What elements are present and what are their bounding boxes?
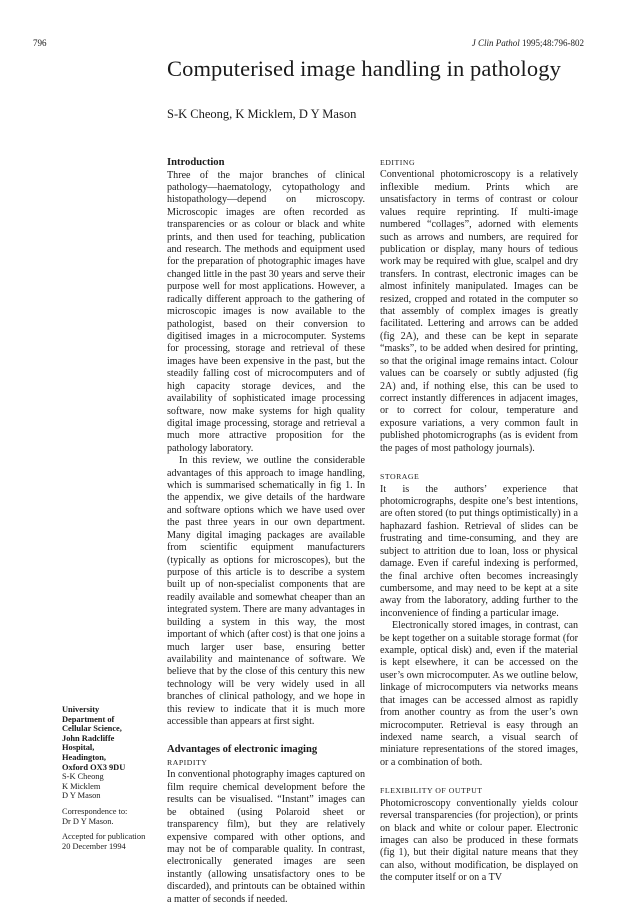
author-list: S-K Cheong, K Micklem, D Y Mason <box>167 107 357 121</box>
right-column <box>380 157 578 885</box>
affiliation-line: Headington, <box>62 752 106 762</box>
flexibility-subheading: FLEXIBILITY OF OUTPUT <box>380 786 483 796</box>
storage-subheading: STORAGE <box>380 472 420 482</box>
editing-paragraph: Conventional photomicroscopy is a relatively inflexible medium. Prints which are unsatisfactory in terms of contrast or colour values require reprinting. If multi-image numbered “collages”, adorned with elements such as arrows and numbers, are required for publication or display, many hours of tedious work may be required with glue, scalpel and dry transfers. In contrast, electronic images can be almost infinitely manipulated. Images can be resized, cropped and rotated in the computer so that assembly of complex images is greatly facilitated. Lettering and arrows can be added (fig 2A), and these can be kept in separate “masks”, to be added when desired for printing, so that the original image remains intact. Colour values can be coarsely or subtly adjusted (fig 2A) and, if nothing else, this can be used to correct instantly differences in adjacent images, or to correct for colour, temperature and exposure variations, a very common fault in published photomicrographs (as is evident from the pages of most pathology journals). <box>380 169 578 454</box>
introduction-heading: Introduction <box>167 157 225 168</box>
advantages-heading: Advantages of electronic imaging <box>167 744 318 756</box>
correspondence-line: Correspondence to: <box>62 806 128 816</box>
intro-paragraph: In this review, we outline the considerable advantages of this approach to image handling, which is summarised schematically in fig 1. In the appendix, we give details of the hardware and software options which we have used over the past three years in our own department. Many digital imaging packages are available from scientific equipment manufacturers (typically as options for microscopes), but the purpose of this article is to describe a system built up of non-specialist components that are readily available and somewhat cheaper than an integrated system. There are many advantages in building a system in this way, the most important of which (after cost) is that one joins a much larger user base, ensuring better availability and maintenance of software. We believe that by the close of this century this new technology will be very widely used in all branches of clinical pathology, and we hope in this review to indicate that it is much more accessible than appears at first sight. <box>167 455 365 728</box>
journal-name: J Clin Pathol <box>471 38 520 48</box>
flexibility-paragraph: Photomicroscopy conventionally yields colour reversal transparencies (for projection), or prints on black and white or colour paper. Electronic images can also be produced in these formats (fig 1), but their digital nature means that they can also, without modification, be displayed on the computer itself or on a TV <box>380 797 578 884</box>
left-column <box>167 157 365 906</box>
accepted-line: Accepted for publication <box>62 832 146 842</box>
author-affiliation <box>62 705 162 851</box>
affiliation-person: S-K Cheong <box>62 772 104 782</box>
page-number: 796 <box>33 38 47 48</box>
affiliation-line: University <box>62 705 100 714</box>
journal-citation <box>472 38 584 48</box>
affiliation-line: Hospital, <box>62 743 95 753</box>
affiliation-line: Cellular Science, <box>62 724 122 734</box>
article-title: Computerised image handling in pathology <box>167 56 561 81</box>
affiliation-person: D Y Mason <box>62 791 101 801</box>
rapidity-subheading: RAPIDITY <box>167 757 208 767</box>
affiliation-line: Department of <box>62 714 115 724</box>
rapidity-paragraph: In conventional photography images captured on film require chemical development before the results can be visualised. “Instant” images can be obtained (using Polaroid sheet or transparency film), but they are relatively expensive compared with other options, and may not be of comparable quality. In contrast, electronically generated images are seen instantly (allowing unsatisfactory ones to be discarded), and printouts can be obtained within a matter of seconds if needed. <box>167 769 365 905</box>
storage-paragraph: It is the authors’ experience that photomicrographs, despite one’s best intentions, are often stored (to put things optimistically) in a haphazard fashion. Retrieval of slides can be frustrating and time-consuming, and they are subject to attrition due to loan, loss or physical damage. Even if careful indexing is performed, the final archive often becomes increasingly cumbersome, and may need to be kept at a site away from the laboratory, adding further to the inconvenience of finding a particular image. <box>380 483 578 619</box>
intro-paragraph: Three of the major branches of clinical pathology—haematology, cytopathology and histopathology—depend on microscopy. Microscopic images are often recorded as transparencies or as colour or black and white prints, and then used for teaching, publication and research. The methods and equipment used for the preparation of photographic images have changed little in the past 30 years and serve their purpose well for most applications. However, a radically different approach to the gathering of microscopic images is now available to the pathologist, based on their conversion to digitised images in a microcomputer. Systems for processing, storage and retrieval of these images have been expensive in the past, but the steadily falling cost of microcomputers and of high capacity storage devices, and the availability of sophisticated image processing software, now make systems for high quality digital image processing, storage and retrieval a much more attractive proposition for the pathology laboratory. <box>167 169 365 454</box>
storage-paragraph: Electronically stored images, in contrast, can be kept together on a suitable storage format (for example, optical disk) and, even if the material is kept elsewhere, it can be accessed on the user’s own microcomputer. As we outline below, linkage of microcomputers via networks means that images can be accessed almost as rapidly from another country as from the user’s own microcomputer. Retrieval is easy through an indexed name search, a visual search of miniature representations of the stored images, or a combination of both. <box>380 620 578 768</box>
affiliation-person: K Micklem <box>62 781 101 791</box>
correspondence-line: Dr D Y Mason. <box>62 816 114 826</box>
accepted-line: 20 December 1994 <box>62 841 126 851</box>
affiliation-line: John Radcliffe <box>62 733 115 743</box>
citation-details: 1995;48:796-802 <box>522 38 584 48</box>
editing-subheading: EDITING <box>380 158 416 167</box>
affiliation-line: Oxford OX3 9DU <box>62 762 126 772</box>
